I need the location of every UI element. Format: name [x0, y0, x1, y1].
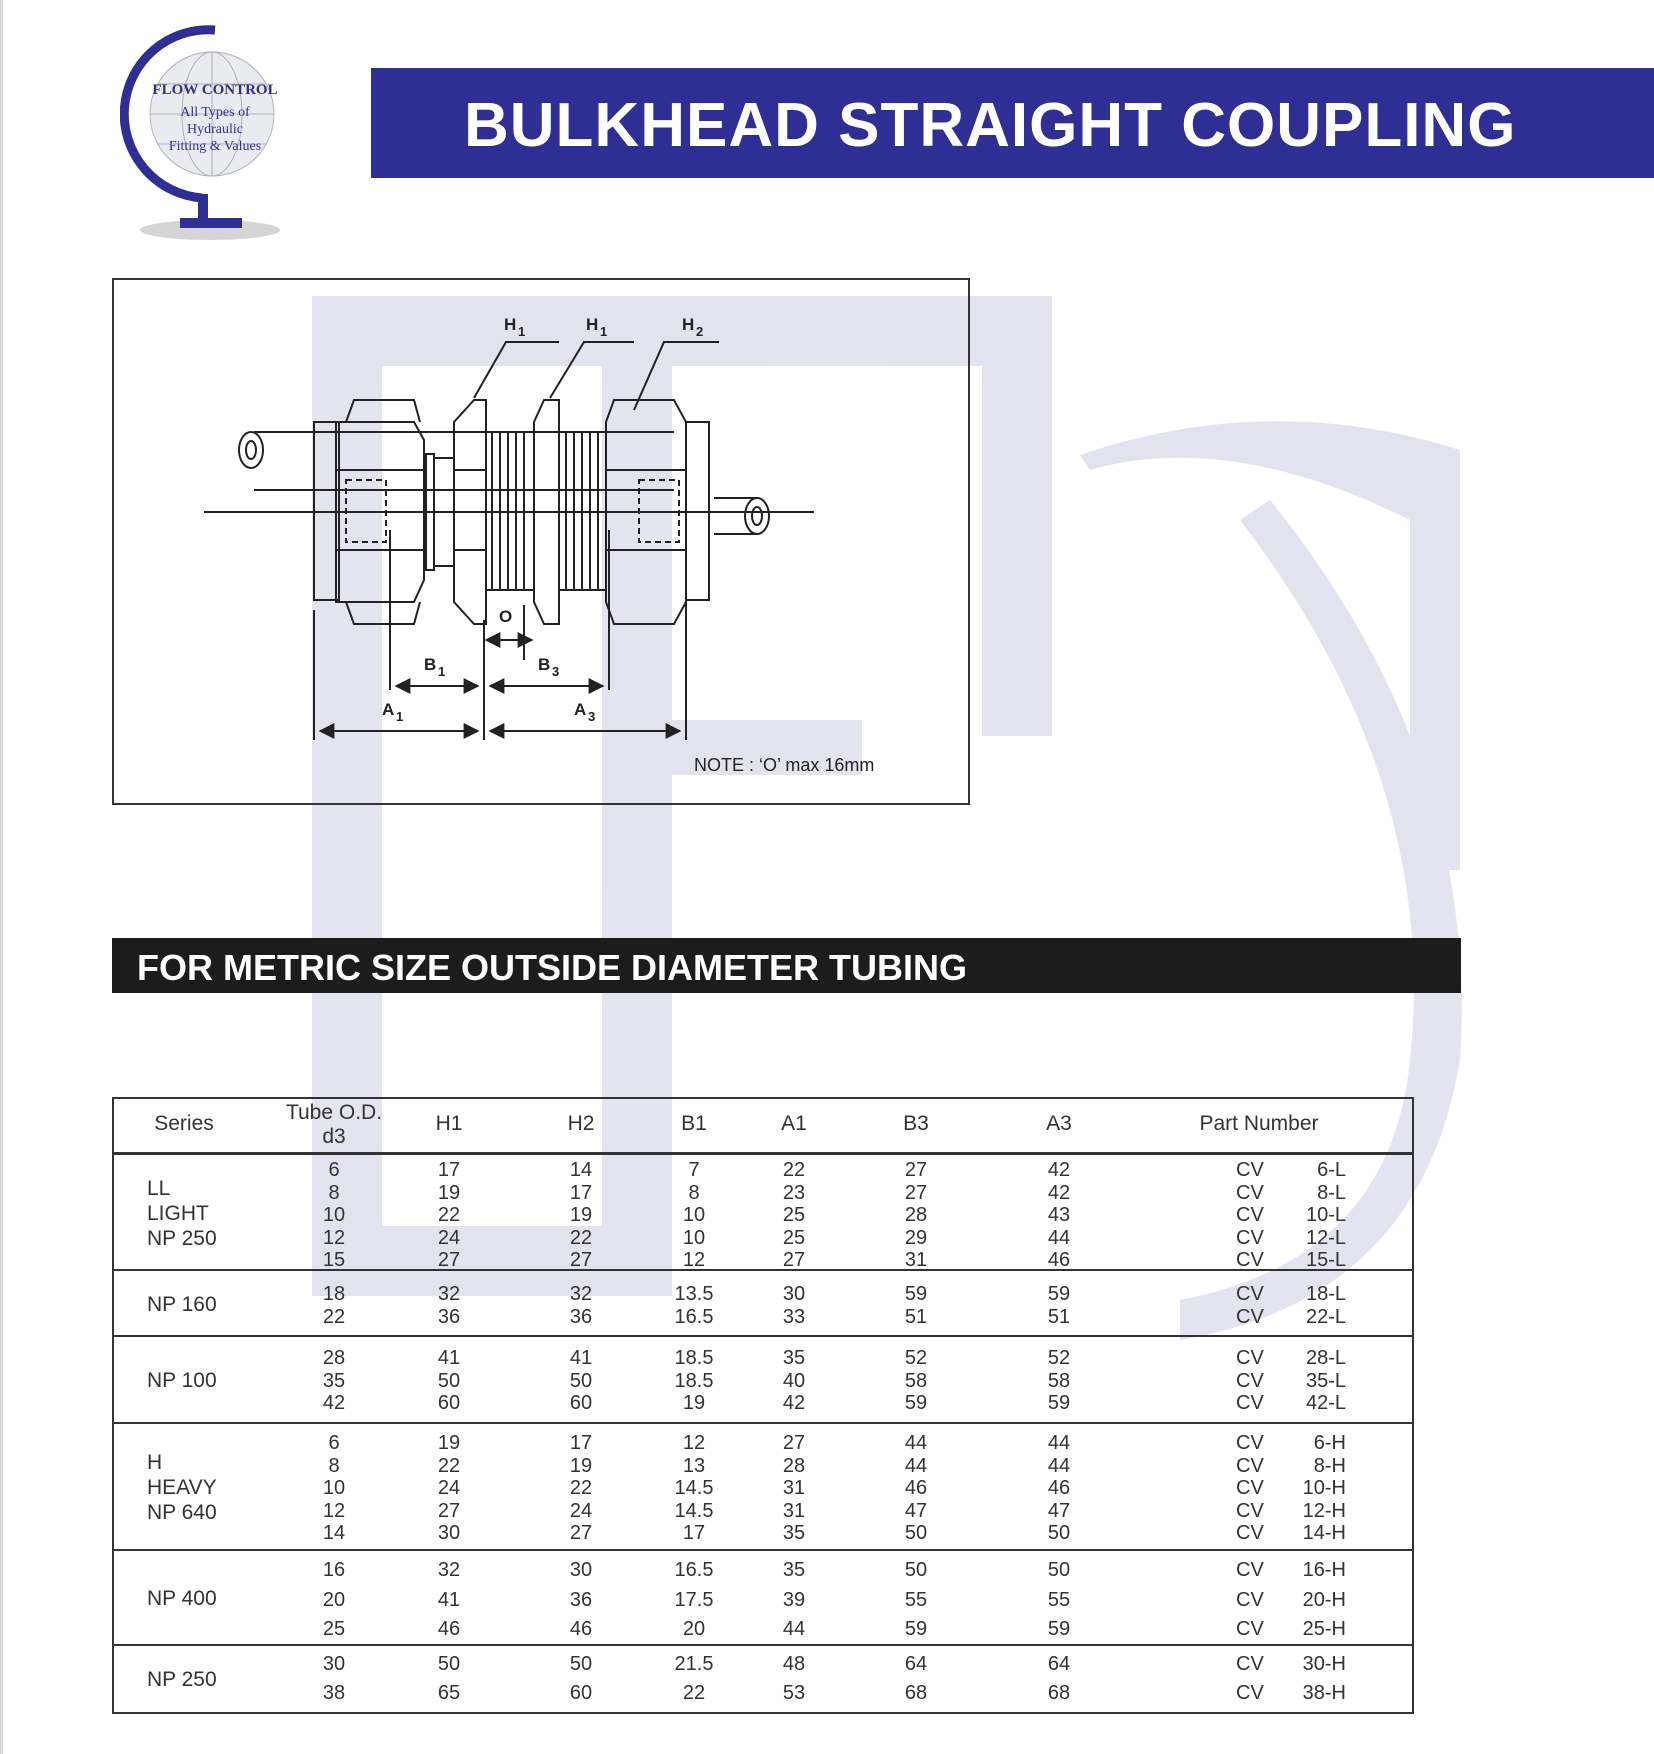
table-cell: 41	[569, 1347, 593, 1369]
table-cell: 22	[682, 1682, 706, 1704]
header-a3: A3	[1046, 1112, 1072, 1135]
column-h1	[409, 1424, 489, 1551]
table-cell: 14.5	[674, 1499, 714, 1522]
table-cell: 42	[1047, 1181, 1071, 1204]
part-number: CV 8-L	[1236, 1181, 1346, 1204]
table-cell: 28	[322, 1347, 346, 1369]
table-row-group	[114, 1155, 1412, 1271]
column-d3	[294, 1337, 374, 1424]
table-cell: 27	[569, 1522, 593, 1545]
svg-text:2: 2	[696, 324, 704, 339]
part-number: CV 10-H	[1236, 1477, 1346, 1500]
table-cell: 6	[328, 1432, 340, 1454]
table-cell: 46	[904, 1477, 928, 1500]
table-row-group	[114, 1337, 1412, 1424]
table-cell: 16.5	[674, 1559, 714, 1581]
table-cell: 14	[569, 1159, 593, 1181]
table-cell: 12	[322, 1499, 346, 1522]
table-cell: 28	[782, 1454, 806, 1477]
column-h1	[409, 1155, 489, 1271]
table-cell: 24	[437, 1226, 461, 1249]
table-cell: 46	[1047, 1477, 1071, 1500]
table-cell: 27	[569, 1249, 593, 1272]
svg-text:O: O	[499, 607, 513, 626]
part-number: CV 28-L	[1236, 1347, 1346, 1369]
table-cell: 44	[1047, 1432, 1071, 1454]
table-cell: 17	[569, 1181, 593, 1204]
column-h2	[541, 1337, 621, 1424]
table-cell: 42	[1047, 1159, 1071, 1181]
svg-text:1: 1	[600, 324, 608, 339]
column-a1	[754, 1271, 834, 1337]
table-cell: 23	[782, 1181, 806, 1204]
svg-text:1: 1	[518, 324, 526, 339]
column-b3	[876, 1155, 956, 1271]
table-cell: 59	[1047, 1618, 1071, 1640]
table-cell: 46	[569, 1618, 593, 1640]
table-cell: 58	[1047, 1369, 1071, 1392]
table-cell: 68	[1047, 1682, 1071, 1704]
column-b1	[654, 1551, 734, 1646]
table-cell: 52	[1047, 1347, 1071, 1369]
table-cell: 50	[437, 1653, 461, 1675]
table-cell: 65	[437, 1682, 461, 1704]
table-cell: 48	[782, 1653, 806, 1675]
series-label: NP 400	[147, 1587, 217, 1610]
series-label: H HEAVY NP 640	[147, 1451, 217, 1524]
table-cell: 19	[569, 1454, 593, 1477]
table-cell: 44	[904, 1454, 928, 1477]
column-a3	[1019, 1424, 1099, 1551]
table-cell: 33	[782, 1305, 806, 1328]
table-cell: 59	[1047, 1392, 1071, 1415]
table-cell: 36	[437, 1305, 461, 1328]
table-cell: 16.5	[674, 1305, 714, 1328]
column-b3	[876, 1337, 956, 1424]
table-cell: 28	[904, 1204, 928, 1227]
table-cell: 10	[682, 1204, 706, 1227]
table-cell: 15	[322, 1249, 346, 1272]
header-h2: H2	[567, 1112, 595, 1135]
column-a3	[1019, 1551, 1099, 1646]
column-d3	[294, 1424, 374, 1551]
table-cell: 12	[682, 1249, 706, 1272]
column-a1	[754, 1155, 834, 1271]
table-cell: 31	[782, 1499, 806, 1522]
table-cell: 17	[437, 1159, 461, 1181]
header-b1: B1	[681, 1112, 707, 1135]
table-cell: 10	[322, 1477, 346, 1500]
header-a1: A1	[781, 1112, 807, 1135]
table-cell: 46	[437, 1618, 461, 1640]
header-series: Series	[154, 1112, 214, 1135]
table-cell: 30	[569, 1559, 593, 1581]
company-logo	[120, 22, 290, 242]
table-cell: 6	[328, 1159, 340, 1181]
title-banner	[371, 68, 1654, 178]
table-cell: 44	[782, 1618, 806, 1640]
table-cell: 17.5	[674, 1588, 714, 1611]
part-number: CV 30-H	[1236, 1653, 1346, 1675]
column-h2	[541, 1551, 621, 1646]
column-h1	[409, 1646, 489, 1712]
table-cell: 32	[437, 1559, 461, 1581]
table-cell: 55	[1047, 1588, 1071, 1611]
table-cell: 19	[437, 1432, 461, 1454]
table-cell: 47	[904, 1499, 928, 1522]
table-cell: 60	[569, 1682, 593, 1704]
table-cell: 59	[904, 1283, 928, 1305]
part-number: CV 20-H	[1236, 1588, 1346, 1611]
table-cell: 50	[569, 1653, 593, 1675]
table-cell: 50	[1047, 1522, 1071, 1545]
page-left-border	[0, 0, 3, 1754]
dimensions-table	[112, 1097, 1414, 1714]
part-number: CV 12-H	[1236, 1499, 1346, 1522]
table-cell: 42	[782, 1392, 806, 1415]
section-banner	[112, 938, 1461, 993]
table-cell: 27	[782, 1432, 806, 1454]
table-cell: 51	[1047, 1305, 1071, 1328]
table-cell: 17	[569, 1432, 593, 1454]
table-cell: 13	[682, 1454, 706, 1477]
table-cell: 27	[782, 1249, 806, 1272]
table-cell: 59	[1047, 1283, 1071, 1305]
coupling-drawing	[114, 280, 970, 805]
column-h1	[409, 1271, 489, 1337]
part-number: CV 38-H	[1236, 1682, 1346, 1704]
column-b1	[654, 1337, 734, 1424]
part-number: CV 16-H	[1236, 1559, 1346, 1581]
svg-text:3: 3	[552, 664, 560, 679]
table-cell: 8	[328, 1181, 340, 1204]
page-title: BULKHEAD STRAIGHT COUPLING	[464, 91, 1517, 160]
table-cell: 24	[569, 1499, 593, 1522]
table-cell: 30	[437, 1522, 461, 1545]
table-cell: 42	[322, 1392, 346, 1415]
table-row-group	[114, 1551, 1412, 1646]
table-cell: 50	[1047, 1559, 1071, 1581]
column-b3	[876, 1646, 956, 1712]
table-cell: 27	[437, 1499, 461, 1522]
table-row-group	[114, 1646, 1412, 1712]
table-cell: 41	[437, 1588, 461, 1611]
table-cell: 35	[782, 1347, 806, 1369]
table-cell: 30	[322, 1653, 346, 1675]
column-b1	[654, 1424, 734, 1551]
table-cell: 22	[782, 1159, 806, 1181]
logo-brand-text: FLOW CONTROL	[152, 82, 278, 98]
table-cell: 21.5	[674, 1653, 714, 1675]
column-d3	[294, 1271, 374, 1337]
table-cell: 17	[682, 1522, 706, 1545]
table-cell: 68	[904, 1682, 928, 1704]
table-cell: 27	[437, 1249, 461, 1272]
table-cell: 29	[904, 1226, 928, 1249]
table-cell: 50	[437, 1369, 461, 1392]
table-cell: 47	[1047, 1499, 1071, 1522]
column-a1	[754, 1337, 834, 1424]
table-cell: 25	[322, 1618, 346, 1640]
column-a3	[1019, 1646, 1099, 1712]
column-b3	[876, 1271, 956, 1337]
table-cell: 22	[437, 1454, 461, 1477]
table-cell: 20	[682, 1618, 706, 1640]
svg-text:H: H	[504, 315, 517, 334]
part-number: CV 22-L	[1236, 1305, 1346, 1328]
part-number: CV 25-H	[1236, 1618, 1346, 1640]
table-row-group	[114, 1271, 1412, 1337]
table-cell: 44	[1047, 1226, 1071, 1249]
table-cell: 12	[322, 1226, 346, 1249]
table-cell: 19	[682, 1392, 706, 1415]
table-cell: 7	[688, 1159, 700, 1181]
table-cell: 35	[322, 1369, 346, 1392]
table-cell: 18.5	[674, 1347, 714, 1369]
table-cell: 12	[682, 1432, 706, 1454]
table-cell: 51	[904, 1305, 928, 1328]
column-d3	[294, 1646, 374, 1712]
series-label: NP 100	[147, 1369, 217, 1392]
column-b1	[654, 1646, 734, 1712]
column-d3	[294, 1155, 374, 1271]
table-cell: 8	[328, 1454, 340, 1477]
table-cell: 14.5	[674, 1477, 714, 1500]
table-cell: 25	[782, 1226, 806, 1249]
table-cell: 22	[569, 1477, 593, 1500]
table-cell: 35	[782, 1522, 806, 1545]
column-h1	[409, 1337, 489, 1424]
series-label: NP 250	[147, 1668, 217, 1691]
column-h2	[541, 1646, 621, 1712]
table-row-group	[114, 1424, 1412, 1551]
column-h2	[541, 1424, 621, 1551]
svg-text:A: A	[382, 700, 395, 719]
table-cell: 27	[904, 1159, 928, 1181]
svg-text:H: H	[586, 315, 599, 334]
table-cell: 38	[322, 1682, 346, 1704]
column-a1	[754, 1551, 834, 1646]
svg-text:1: 1	[396, 709, 404, 724]
table-cell: 39	[782, 1588, 806, 1611]
table-cell: 40	[782, 1369, 806, 1392]
table-cell: 22	[569, 1226, 593, 1249]
part-number: CV 15-L	[1236, 1249, 1346, 1272]
column-a3	[1019, 1337, 1099, 1424]
table-cell: 59	[904, 1618, 928, 1640]
table-cell: 50	[569, 1369, 593, 1392]
table-cell: 24	[437, 1477, 461, 1500]
table-cell: 46	[1047, 1249, 1071, 1272]
svg-text:A: A	[574, 700, 587, 719]
table-cell: 19	[437, 1181, 461, 1204]
column-b3	[876, 1424, 956, 1551]
table-cell: 36	[569, 1305, 593, 1328]
header-b3: B3	[903, 1112, 929, 1135]
part-number: CV 35-L	[1236, 1369, 1346, 1392]
part-number: CV 10-L	[1236, 1204, 1346, 1227]
svg-text:1: 1	[438, 664, 446, 679]
series-label: LL LIGHT NP 250	[147, 1177, 217, 1250]
table-cell: 25	[782, 1204, 806, 1227]
table-cell: 14	[322, 1522, 346, 1545]
header-part-number: Part Number	[1199, 1112, 1319, 1135]
table-cell: 44	[904, 1432, 928, 1454]
part-number: CV 6-L	[1236, 1159, 1346, 1181]
table-cell: 32	[437, 1283, 461, 1305]
column-a1	[754, 1424, 834, 1551]
table-cell: 27	[904, 1181, 928, 1204]
part-number: CV 42-L	[1236, 1392, 1346, 1415]
table-cell: 8	[688, 1181, 700, 1204]
table-cell: 50	[904, 1559, 928, 1581]
table-cell: 50	[904, 1522, 928, 1545]
table-cell: 44	[1047, 1454, 1071, 1477]
table-cell: 10	[682, 1226, 706, 1249]
table-cell: 22	[437, 1204, 461, 1227]
diagram-note: NOTE : ‘O’ max 16mm	[694, 755, 875, 775]
svg-text:3: 3	[588, 709, 596, 724]
column-a3	[1019, 1155, 1099, 1271]
table-cell: 35	[782, 1559, 806, 1581]
table-cell: 31	[782, 1477, 806, 1500]
table-cell: 16	[322, 1559, 346, 1581]
table-cell: 36	[569, 1588, 593, 1611]
logo-tagline: All Types of Hydraulic Fitting & Values	[168, 105, 262, 154]
series-label: NP 160	[147, 1293, 217, 1316]
part-number: CV 6-H	[1236, 1432, 1346, 1454]
svg-text:B: B	[538, 655, 551, 674]
table-cell: 32	[569, 1283, 593, 1305]
table-header	[114, 1099, 1412, 1155]
part-number: CV 18-L	[1236, 1283, 1346, 1305]
table-cell: 10	[322, 1204, 346, 1227]
column-b1	[654, 1155, 734, 1271]
table-cell: 53	[782, 1682, 806, 1704]
section-title: FOR METRIC SIZE OUTSIDE DIAMETER TUBING	[137, 947, 968, 988]
column-b1	[654, 1271, 734, 1337]
table-cell: 64	[904, 1653, 928, 1675]
column-a3	[1019, 1271, 1099, 1337]
table-cell: 43	[1047, 1204, 1071, 1227]
table-cell: 60	[437, 1392, 461, 1415]
part-number: CV 8-H	[1236, 1454, 1346, 1477]
svg-text:B: B	[424, 655, 437, 674]
table-cell: 64	[1047, 1653, 1071, 1675]
table-cell: 18.5	[674, 1369, 714, 1392]
header-h1: H1	[435, 1112, 463, 1135]
column-d3	[294, 1551, 374, 1646]
table-cell: 59	[904, 1392, 928, 1415]
column-h2	[541, 1155, 621, 1271]
part-number: CV 14-H	[1236, 1522, 1346, 1545]
table-cell: 52	[904, 1347, 928, 1369]
table-cell: 18	[322, 1283, 346, 1305]
table-cell: 30	[782, 1283, 806, 1305]
table-cell: 31	[904, 1249, 928, 1272]
table-cell: 58	[904, 1369, 928, 1392]
table-cell: 41	[437, 1347, 461, 1369]
svg-text:H: H	[682, 315, 695, 334]
coupling-diagram	[112, 278, 970, 805]
table-cell: 60	[569, 1392, 593, 1415]
table-cell: 20	[322, 1588, 346, 1611]
table-cell: 55	[904, 1588, 928, 1611]
table-cell: 13.5	[674, 1283, 714, 1305]
part-number: CV 12-L	[1236, 1226, 1346, 1249]
table-cell: 22	[322, 1305, 346, 1328]
column-a1	[754, 1646, 834, 1712]
column-h2	[541, 1271, 621, 1337]
column-h1	[409, 1551, 489, 1646]
table-cell: 19	[569, 1204, 593, 1227]
header-tube-od: Tube O.D. d3	[285, 1101, 383, 1148]
column-b3	[876, 1551, 956, 1646]
